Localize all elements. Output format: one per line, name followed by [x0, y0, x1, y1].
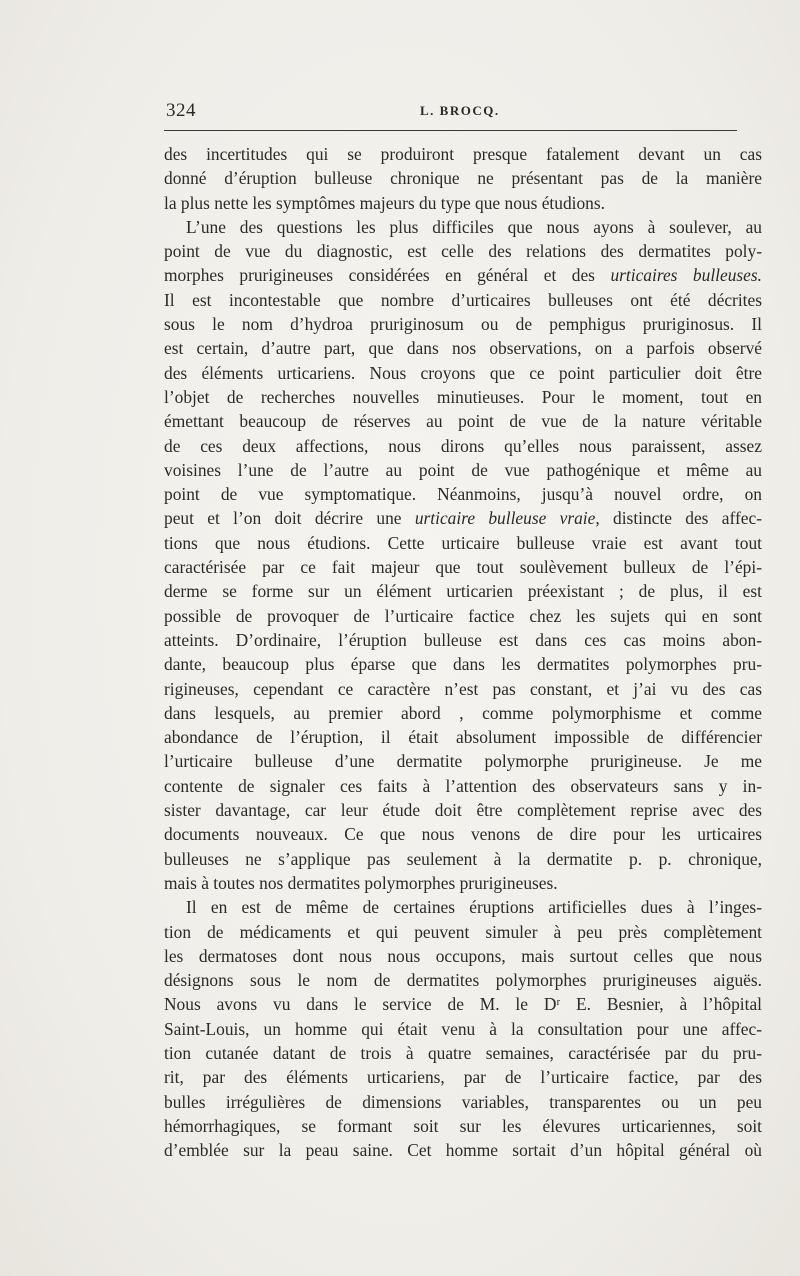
text-line: Il en est de même de certaines éruptions artificielles dues à l’inges- [186, 897, 762, 918]
text-line: dans lesquels, au premier abord , comme polymorphisme et comme [164, 702, 762, 723]
text-line [164, 506, 762, 530]
text-line: est certain, d’autre part, que dans nos observations, on a parfois observé [164, 338, 762, 359]
text-line: sous le nom d’hydroa pruriginosum ou de pemphigus pruriginosus. Il [164, 314, 762, 335]
text-line: caractérisée par ce fait majeur que tout soulèvement bulleux de l’épi- [164, 557, 762, 578]
text-line: tions que nous étudions. Cette urticaire bulleuse vraie est avant tout [164, 532, 762, 553]
text-line: émettant beaucoup de réserves au point de vue de la nature véritable [164, 411, 762, 432]
running-head: L. BROCQ. [420, 103, 500, 118]
text-line: tion de médicaments et qui peuvent simuler à peu près complètement [164, 921, 762, 942]
text-line: mais à toutes nos dermatites polymorphes prurigineuses. [164, 872, 558, 893]
text-line: désignons sous le nom de dermatites polymorphes prurigineuses aiguës. [164, 970, 762, 991]
text-line: l’objet de recherches nouvelles minutieuses. Pour le moment, tout en [164, 386, 762, 407]
text-line: L’une des questions les plus difficiles que nous ayons à soulever, au [186, 216, 762, 237]
text-line: donné d’éruption bulleuse chronique ne présentant pas de la manière [164, 168, 762, 189]
text-line: des éléments urticariens. Nous croyons que ce point particulier doit être [164, 362, 762, 383]
text-line: bulleuses ne s’applique pas seulement à la dermatite p. p. chronique, [164, 848, 762, 869]
page-header [166, 100, 738, 124]
text-line: point de vue symptomatique. Néanmoins, jusqu’à nouvel ordre, on [164, 484, 762, 505]
text-line: Il est incontestable que nombre d’urticaires bulleuses ont été décrites [164, 289, 762, 310]
italic-text: urticaire bulleuse vraie, [414, 508, 600, 529]
text-line: d’emblée sur la peau saine. Cet homme sortait d’un hôpital général où [164, 1140, 762, 1161]
text-line: sister davantage, car leur étude doit être complètement reprise avec des [164, 800, 762, 821]
text-line: voisines l’une de l’autre au point de vue pathogénique et même au [164, 459, 762, 480]
page-number: 324 [166, 100, 196, 121]
text-segment: morphes prurigineuses considérées en général et des [164, 265, 611, 286]
text-line: point de vue du diagnostic, est celle des relations des dermatites poly- [164, 241, 762, 262]
text-line: possible de provoquer de l’urticaire factice chez les sujets qui en sont [164, 605, 762, 626]
text-segment: peut et l’on doit décrire une [164, 508, 415, 529]
text-line: atteints. D’ordinaire, l’éruption bulleuse est dans ces cas moins abon- [164, 629, 762, 650]
text-line: les dermatoses dont nous nous occupons, mais surtout celles que nous [164, 945, 762, 966]
text-line: rigineuses, cependant ce caractère n’est pas constant, et j’ai vu des cas [164, 678, 762, 699]
text-line: Saint-Louis, un homme qui était venu à la consultation pour une affec- [164, 1018, 762, 1039]
text-line: des incertitudes qui se produiront presque fatalement devant un cas [164, 144, 762, 164]
text-line: dante, beaucoup plus éparse que dans les dermatites polymorphes pru- [164, 654, 762, 675]
text-line: documents nouveaux. Ce que nous venons de dire pour les urticaires [164, 824, 762, 845]
text-line: de ces deux affections, nous dirons qu’elles nous paraissent, assez [164, 435, 762, 456]
text-line: l’urticaire bulleuse d’une dermatite polymorphe prurigineuse. Je me [164, 751, 762, 772]
text-line: Nous avons vu dans le service de M. le Dʳ E. Besnier, à l’hôpital [164, 994, 762, 1015]
text-segment: distincte des affec- [599, 508, 762, 529]
text-line: la plus nette les symptômes majeurs du type que nous étudions. [164, 192, 605, 213]
text-line: hémorrhagiques, se formant soit sur les élevures urticariennes, soit [164, 1115, 762, 1136]
text-line: bulles irrégulières de dimensions variables, transparentes ou un peu [164, 1091, 762, 1112]
body-text [164, 142, 762, 1162]
text-line [164, 263, 762, 287]
text-line: tion cutanée datant de trois à quatre semaines, caractérisée par du pru- [164, 1042, 762, 1063]
text-line: rit, par des éléments urticariens, par de l’urticaire factice, par des [164, 1067, 762, 1088]
text-line: abondance de l’éruption, il était absolument impossible de différencier [164, 727, 762, 748]
text-line: derme se forme sur un élément urticarien préexistant ; de plus, il est [164, 581, 762, 602]
text-line: contente de signaler ces faits à l’attention des observateurs sans y in- [164, 775, 762, 796]
header-rule [164, 130, 737, 131]
italic-text: urticaires bulleuses. [610, 265, 762, 286]
